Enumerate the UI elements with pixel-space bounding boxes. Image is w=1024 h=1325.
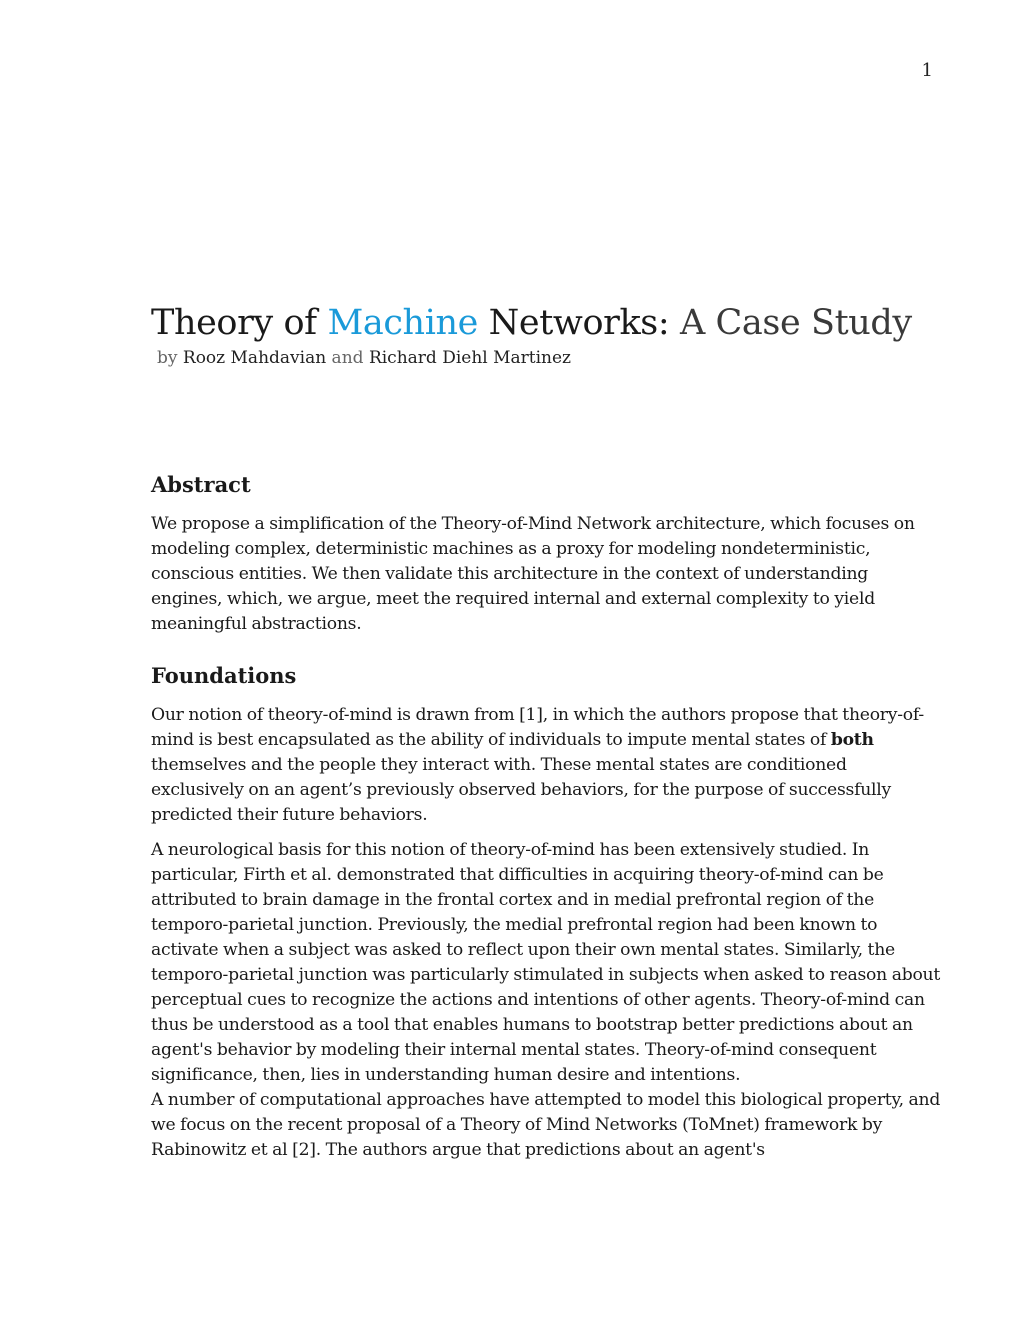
title-part2: Networks: xyxy=(477,303,670,343)
p1-bold: both xyxy=(830,730,874,750)
paper-title xyxy=(151,300,951,346)
abstract-text: We propose a simplification of the Theory-of-Mind Network architecture, which focuses on modeling complex, deterministic machines as a proxy for modeling nondeterministic, conscious entities. We then validate this architecture in the context of understanding engines, which, we argue, meet the required internal and external complexity to yield meaningful abstractions. xyxy=(151,514,915,634)
foundations-paragraph-3: A number of computational approaches have attempted to model this biological property, and we focus on the recent proposal of a Theory of Mind Networks (ToMnet) framework by Rabinowitz et al [2]. The authors argue that predictions about an agent's xyxy=(151,1090,941,1160)
abstract-heading: Abstract xyxy=(151,472,251,497)
byline-by: by xyxy=(157,348,183,368)
p1-before: Our notion of theory-of-mind is drawn from [1], in which the authors propose that theory-of-mind is best encapsulated as the ability of individuals to impute mental states of xyxy=(151,705,924,750)
title-accent: Machine xyxy=(327,303,478,343)
title-block xyxy=(151,300,951,368)
author-1: Rooz Mahdavian xyxy=(182,348,327,368)
paragraph-spacer xyxy=(151,828,941,838)
foundations-paragraph-1 xyxy=(151,703,941,828)
title-part1: Theory of xyxy=(151,303,328,343)
byline xyxy=(157,348,951,368)
section-spacer xyxy=(151,637,941,661)
foundations-heading: Foundations xyxy=(151,663,297,688)
author-2: Richard Diehl Martinez xyxy=(368,348,572,368)
foundations-paragraph-2: A neurological basis for this notion of theory-of-mind has been extensively studied. In particular, Firth et al. demonstrated that difficulties in acquiring theory-of-mind can be attributed to brain damage in the frontal cortex and in medial prefrontal region of the temporo-parietal junction. Previously, the medial prefrontal region had been known to activate when a subject was asked to reflect upon their own mental states. Similarly, the temporo-parietal junction was particularly stimulated in subjects when asked to reason about perceptual cues to recognize the actions and intentions of other agents. Theory-of-mind can thus be understood as a tool that enables humans to bootstrap better predictions about an agent's behavior by modeling their internal mental states. Theory-of-mind consequent significance, then, lies in understanding human desire and intentions. xyxy=(151,840,941,1085)
page-number: 1 xyxy=(921,60,933,81)
paper-body xyxy=(151,470,941,1163)
byline-and: and xyxy=(326,348,369,368)
p1-after: themselves and the people they interact with. These mental states are conditioned exclusively on an agent’s previously observed behaviors, for the purpose of successfully predicted their future behaviors. xyxy=(151,755,892,825)
title-subtitle: A Case Study xyxy=(669,303,912,343)
